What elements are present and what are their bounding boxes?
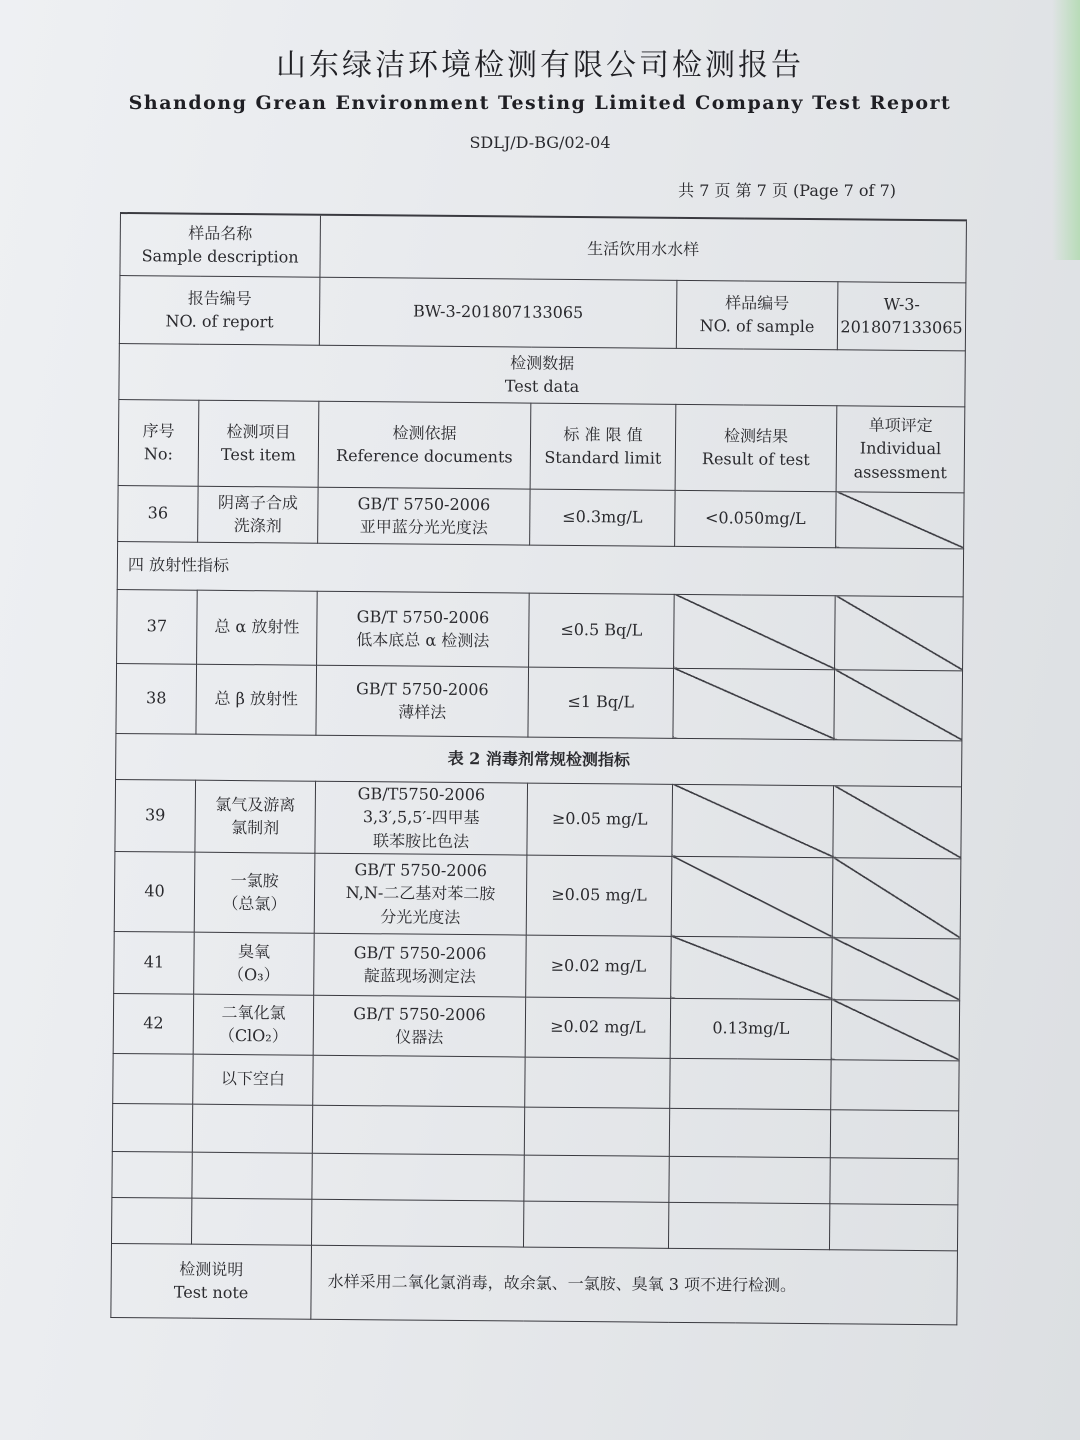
table-row [118, 485, 965, 548]
sample-description-label: 样品名称 Sample description [120, 213, 321, 277]
row-number: 40 [114, 851, 195, 932]
assessment-slash [831, 999, 960, 1060]
test-data-heading-row [119, 343, 966, 406]
assessment-slash [836, 491, 965, 548]
table-row [114, 931, 961, 1000]
table-row [115, 779, 962, 858]
table-row [116, 663, 963, 740]
standard-limit: ≥0.02 mg/L [525, 997, 671, 1058]
test-data-heading: 检测数据 Test data [119, 343, 966, 406]
assessment-slash [832, 937, 961, 1000]
row-number: 38 [116, 663, 197, 734]
test-item: 氯气及游离 氯制剂 [195, 780, 316, 853]
test-item: 臭氧 （O₃） [194, 932, 315, 995]
table-row [112, 1103, 958, 1158]
reference-document: GB/T 5750-2006 亚甲蓝分光光度法 [318, 487, 530, 545]
document-code: SDLJ/D-BG/02-04 [469, 133, 611, 152]
result-slash [672, 784, 834, 857]
column-header-reference: 检测依据 Reference documents [318, 401, 531, 489]
test-item: 阴离子合成 洗涤剂 [198, 486, 318, 543]
test-item: 总 α 放射性 [197, 590, 318, 665]
row-number: 36 [118, 485, 198, 542]
column-header-result: 检测结果 Result of test [675, 404, 837, 491]
column-header-no: 序号 No: [118, 399, 199, 486]
test-result: <0.050mg/L [675, 490, 836, 547]
test-note-row [111, 1243, 958, 1324]
page-indicator: 共 7 页 第 7 页 (Page 7 of 7) [678, 181, 896, 200]
reference-document: GB/T 5750-2006 低本底总 α 检测法 [317, 591, 530, 667]
standard-limit: ≥0.05 mg/L [526, 855, 672, 936]
table-row [112, 1151, 958, 1204]
test-item: 二氧化氯 （ClO₂） [193, 994, 314, 1055]
assessment-slash [834, 669, 963, 740]
reference-document: GB/T 5750-2006 薄样法 [316, 665, 529, 737]
test-report-table [110, 212, 967, 1325]
section-row [116, 733, 962, 786]
sample-description-value: 生活饮用水水样 [320, 215, 967, 283]
sample-number-value: W-3-201807133065 [837, 281, 966, 350]
standard-limit: ≤0.3mg/L [530, 489, 675, 546]
test-note-text: 水样采用二氧化氯消毒，故余氯、一氯胺、臭氧 3 项不进行检测。 [311, 1245, 958, 1325]
section-row [117, 541, 963, 596]
row-number: 39 [115, 779, 196, 852]
column-header-assessment: 单项评定 Individual assessment [836, 405, 965, 492]
standard-limit: ≤1 Bq/L [528, 667, 674, 738]
report-number-row [119, 275, 966, 350]
column-header-limit: 标 准 限 值 Standard limit [530, 403, 676, 490]
table-row [117, 589, 964, 670]
standard-limit: ≥0.02 mg/L [526, 935, 672, 998]
report-title-en: Shandong Grean Environment Testing Limited Company Test Report [128, 92, 952, 114]
row-number: 41 [114, 931, 195, 994]
background-edge [1052, 0, 1080, 260]
report-title-cn: 山东绿洁环境检测有限公司检测报告 [276, 48, 804, 83]
reference-document: GB/T 5750-2006 N,N-二乙基对苯二胺 分光光度法 [314, 853, 527, 935]
table2-title: 表 2 消毒剂常规检测指标 [116, 733, 962, 786]
sample-description-row [120, 213, 967, 282]
column-header-item: 检测项目 Test item [198, 400, 319, 487]
assessment-slash [835, 595, 964, 670]
standard-limit: ≥0.05 mg/L [527, 783, 673, 856]
result-slash [673, 668, 835, 739]
table-row [112, 1197, 958, 1250]
table-row [114, 851, 961, 938]
result-slash [674, 594, 836, 669]
table-row [113, 1053, 959, 1110]
result-slash [671, 936, 833, 999]
report-number-value: BW-3-201807133065 [319, 277, 677, 348]
report-number-label: 报告编号 NO. of report [119, 275, 320, 345]
test-note-label: 检测说明 Test note [111, 1243, 312, 1319]
section-heading-radioactivity: 四 放射性指标 [117, 541, 963, 596]
reference-document: GB/T5750-2006 3,3′,5,5′-四甲基 联苯胺比色法 [315, 781, 528, 855]
assessment-slash [833, 785, 962, 858]
reference-document: GB/T 5750-2006 仪器法 [313, 995, 526, 1057]
blank-below-note: 以下空白 [193, 1054, 313, 1105]
test-result: 0.13mg/L [670, 998, 832, 1059]
column-header-row [118, 399, 965, 492]
test-item: 一氯胺 （总氯） [194, 852, 315, 933]
reference-document: GB/T 5750-2006 靛蓝现场测定法 [314, 933, 527, 997]
test-item: 总 β 放射性 [196, 664, 317, 735]
standard-limit: ≤0.5 Bq/L [529, 593, 675, 668]
table-row [113, 993, 960, 1060]
sample-number-label: 样品编号 NO. of sample [676, 280, 838, 349]
result-slash [671, 856, 833, 937]
assessment-slash [832, 857, 961, 938]
row-number: 42 [113, 993, 194, 1054]
row-number: 37 [117, 589, 198, 664]
